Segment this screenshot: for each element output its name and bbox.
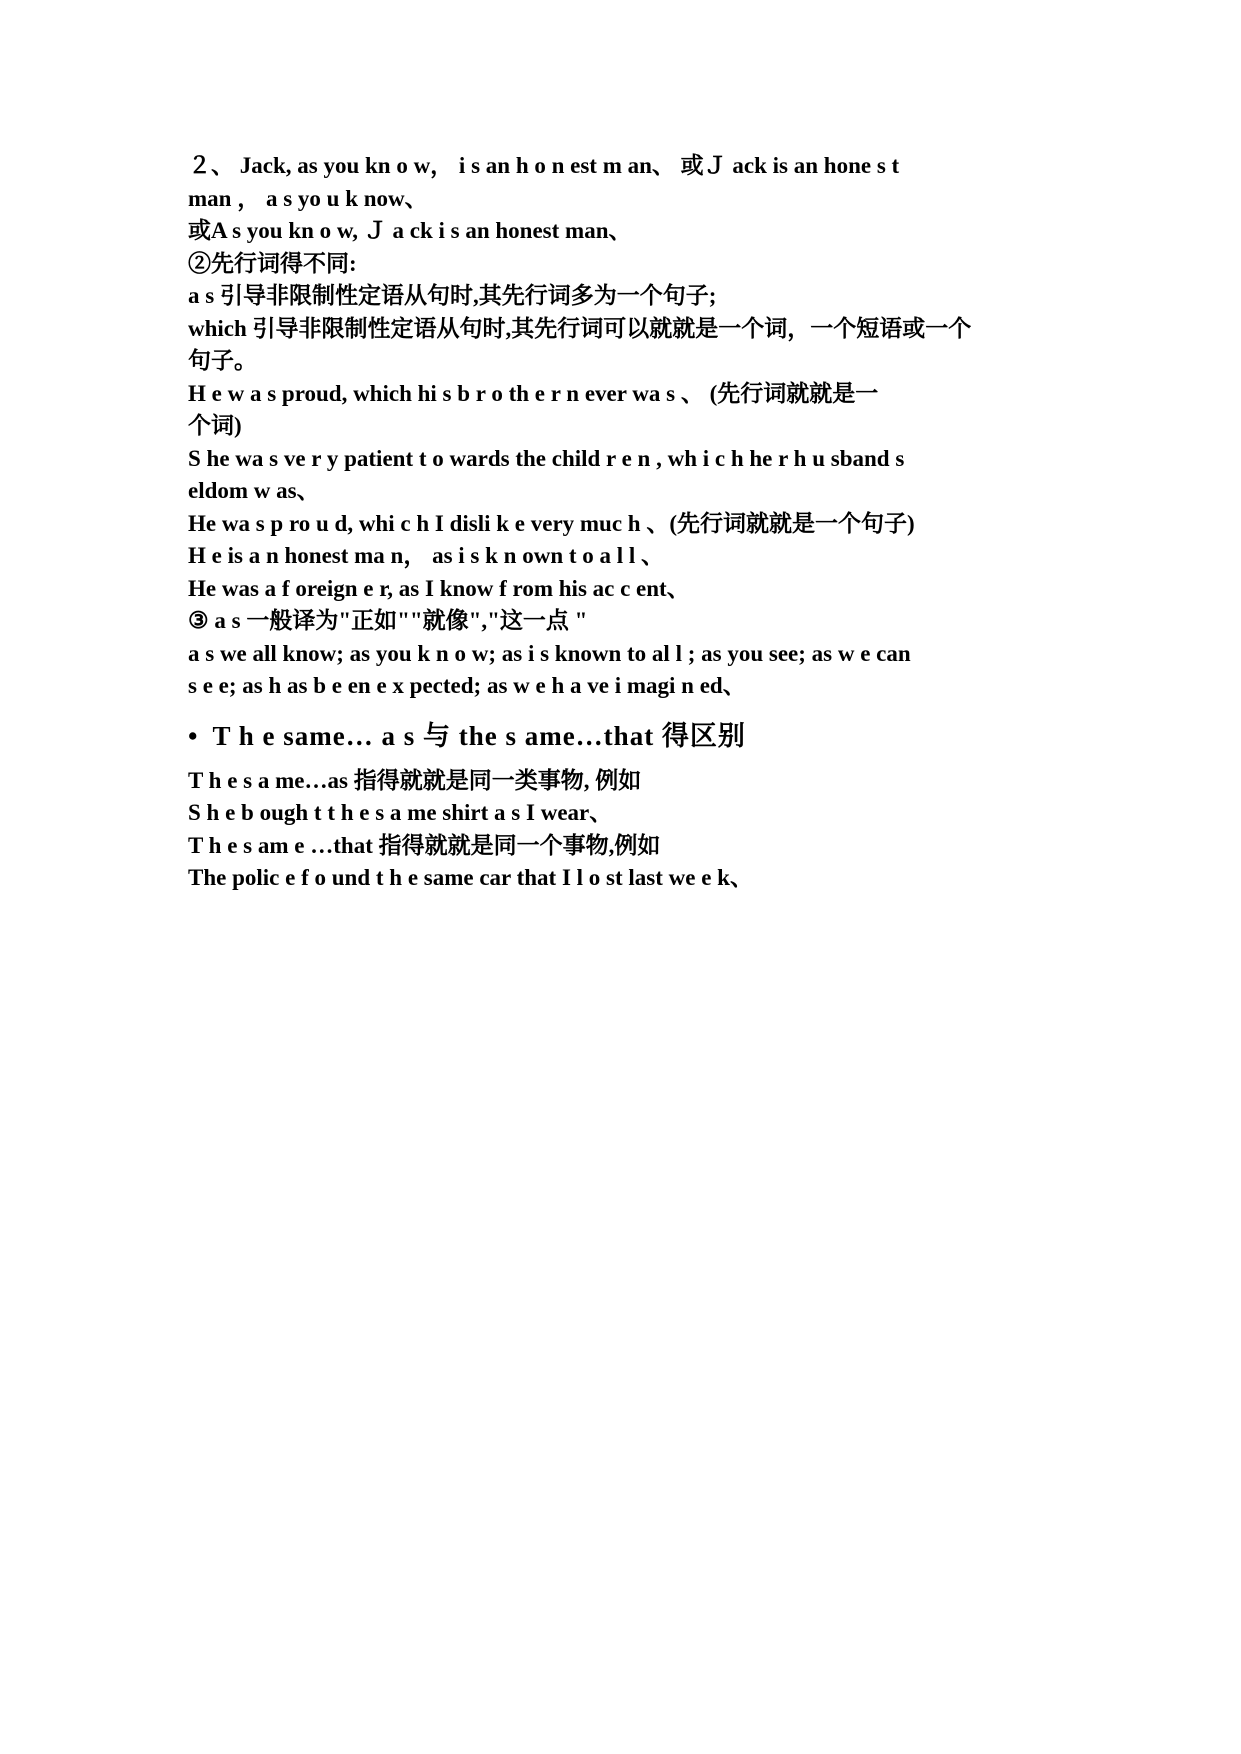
example-sentence: 个词) — [188, 413, 242, 438]
example-sentence: eldom w as、 — [188, 478, 320, 503]
section-heading-text: T h e same… a s 与 the s ame…that 得区别 — [212, 720, 746, 751]
text-line: ２、 Jack, as you kn o w， i s an h o n est m an、 或Ｊ ack is an hone s t — [188, 153, 900, 178]
example-sentence: H e w a s proud, which hi s b r o th e r n ever wa s 、 (先行词就就是一 — [188, 380, 879, 406]
bullet-icon: • — [188, 720, 199, 751]
document-body — [188, 150, 1078, 895]
section-label: ③ a s 一般译为"正如""就像","这一点 " — [188, 608, 588, 633]
text-line: man ， a s yo u k now、 — [188, 185, 428, 211]
text-line: 或A s you kn o w, Ｊ a ck i s an honest man、 — [188, 218, 632, 243]
example-sentence: The polic e f o und t h e same car that I l o st last we e k、 — [188, 865, 753, 890]
section-heading — [188, 717, 1078, 755]
example-sentence: a s we all know; as you k n o w; as i s known to al l ; as you see; as w e can — [188, 640, 911, 666]
example-sentence: H e is a n honest ma n， as i s k n own t o a l l 、 — [188, 543, 665, 568]
example-sentence: S h e b ough t t h e s a me shirt a s I wear、 — [188, 800, 613, 825]
example-sentence: He wa s p ro u d, whi c h I disli k e very muc h 、(先行词就就是一个句子) — [188, 510, 915, 536]
example-sentence: He was a f oreign e r, as I know f rom his ac c ent、 — [188, 575, 690, 601]
text-line: T h e s a me…as 指得就就是同一类事物, 例如 — [188, 767, 642, 793]
example-sentence: S he wa s ve r y patient t o wards the child r e n , wh i c h he r h u sband s — [188, 445, 905, 471]
section-label: ②先行词得不同: — [188, 250, 357, 276]
text-line: 句子。 — [188, 348, 257, 373]
text-line: T h e s am e …that 指得就就是同一个事物,例如 — [188, 832, 661, 858]
text-line: a s 引导非限制性定语从句时,其先行词多为一个句子; — [188, 283, 717, 308]
text-line: which 引导非限制性定语从句时,其先行词可以就就是一个词，一个短语或一个 — [188, 315, 972, 341]
example-sentence: s e e; as h as b e en e x pected; as w e h a ve i magi n ed、 — [188, 673, 746, 698]
